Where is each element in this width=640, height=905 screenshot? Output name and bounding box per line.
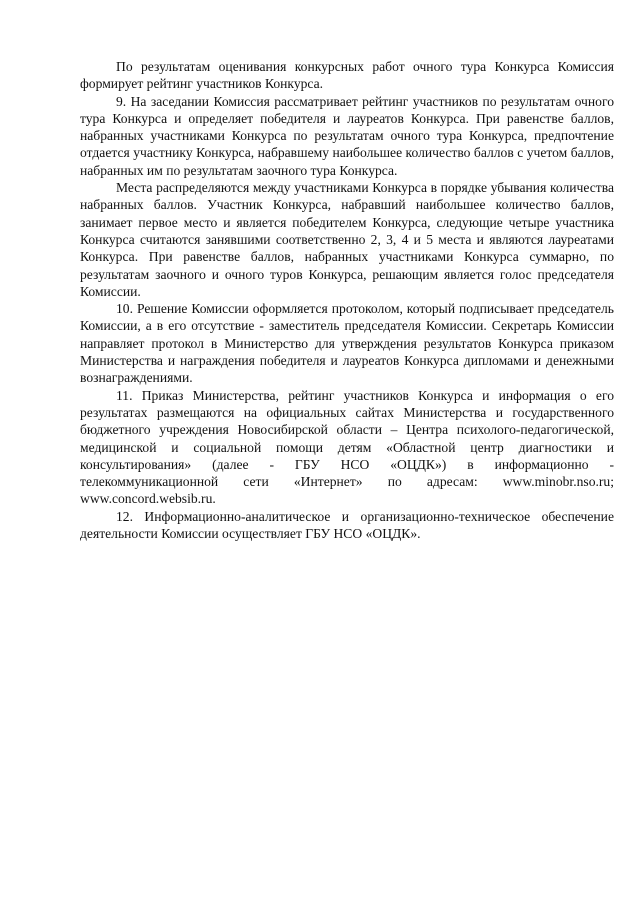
- paragraph-item-12: 12. Информационно-аналитическое и организационно-техническое обеспечение деятельности Комиссии осуществляет ГБУ НСО «ОЦДК».: [80, 508, 614, 542]
- paragraph-item-10: 10. Решение Комиссии оформляется протоколом, который подписывает председатель Комиссии, а в его отсутствие - заместитель председателя Комиссии. Секретарь Комиссии направляет протокол в Министерство для утверждения результатов Конкурса приказом Министерства и награждения победителя и лауреатов Конкурса дипломами и денежными вознаграждениями.: [80, 301, 614, 386]
- paragraph-rating-formation: По результатам оценивания конкурсных работ очного тура Конкурса Комиссия формирует рейтинг участников Конкурса.: [80, 59, 614, 92]
- paragraph-item-11: 11. Приказ Министерства, рейтинг участников Конкурса и информация о его результатах размещаются на официальных сайтах Министерства и государственного бюджетного учреждения Новосибирской области – Центра психолого-педагогической, медицинской и социальной помощи детям «Областной центр диагностики и консультирования» (далее - ГБУ НСО «ОЦДК») в информационно - телекоммуникационной сети «Интернет» по адресам: www.minobr.nso.ru; www.concord.websib.ru.: [80, 387, 614, 507]
- paragraph-item-9: 9. На заседании Комиссия рассматривает рейтинг участников по результатам очного тура Конкурса и определяет победителя и лауреатов Конкурса. При равенстве баллов, набранных участниками Конкурса по результатам очного тура Конкурса, предпочтение отдается участнику Конкурса, набравшему наибольшее количество баллов с учетом баллов, набранных им по результатам заочного тура Конкурса.: [80, 93, 614, 178]
- paragraph-places-distribution: Места распределяются между участниками Конкурса в порядке убывания количества набранных баллов. Участник Конкурса, набравший наибольшее количество баллов, занимает первое место и является победителем Конкурса, следующие четыре участника Конкурса считаются занявшими соответственно 2, 3, 4 и 5 места и являются лауреатами Конкурса. При равенстве баллов, набранных участниками Конкурса суммарно, по результатам заочного и очного туров Конкурса, решающим является голос председателя Комиссии.: [80, 180, 614, 299]
- document-body: [80, 58, 614, 542]
